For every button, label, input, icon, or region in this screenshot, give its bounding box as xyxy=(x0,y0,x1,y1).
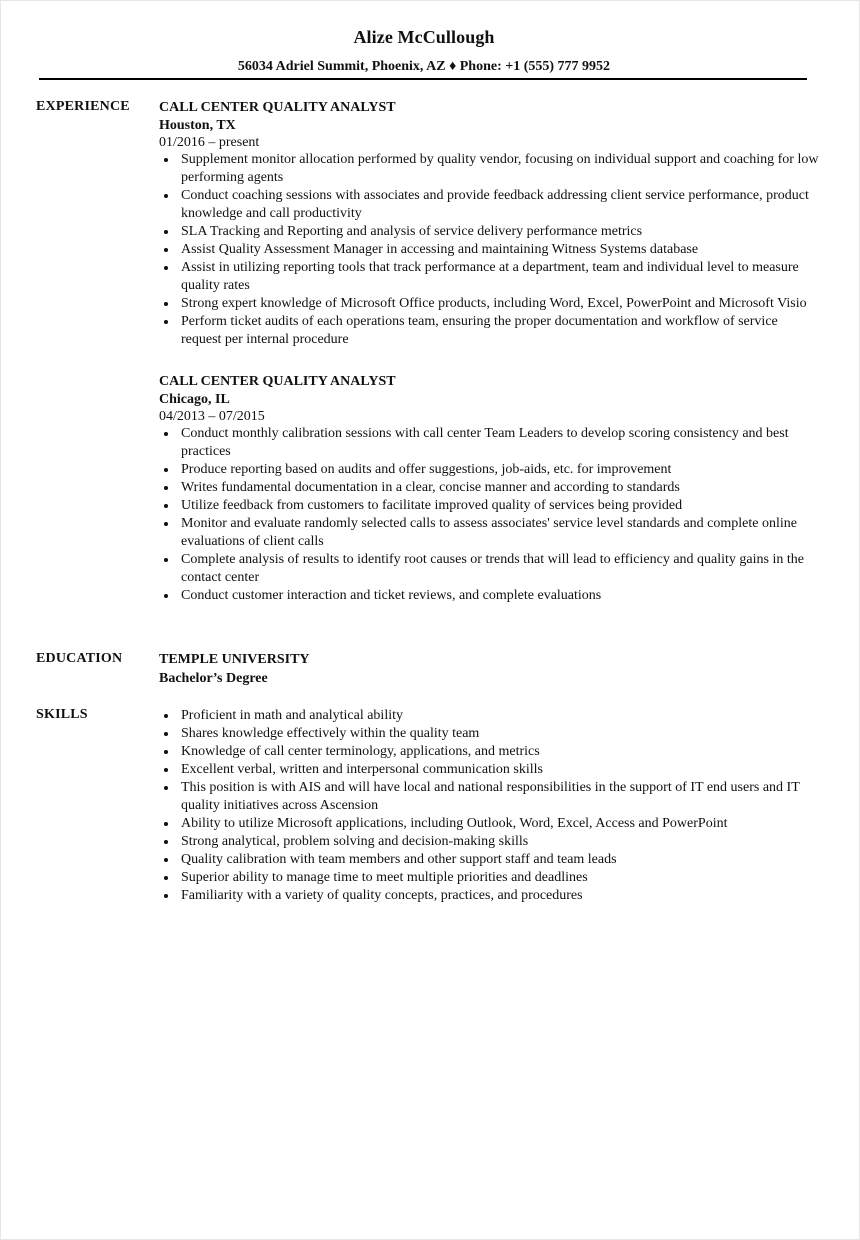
bullet-icon xyxy=(164,302,168,306)
skill-item xyxy=(159,869,819,887)
bullet-item xyxy=(159,461,819,479)
job-title: CALL CENTER QUALITY ANALYST xyxy=(159,374,396,389)
education-entry xyxy=(159,651,819,689)
skill-text: Superior ability to manage time to meet multiple priorities and deadlines xyxy=(181,870,588,885)
skills-list-wrap xyxy=(159,707,819,905)
bullet-icon xyxy=(164,158,168,162)
job-bullets xyxy=(159,425,819,605)
bullet-text: Assist Quality Assessment Manager in accessing and maintaining Witness Systems database xyxy=(181,242,699,257)
experience-list xyxy=(159,99,819,605)
skill-text: Knowledge of call center terminology, applications, and metrics xyxy=(181,744,540,759)
bullet-item xyxy=(159,223,819,241)
bullet-text: Conduct customer interaction and ticket reviews, and complete evaluations xyxy=(181,588,602,603)
bullet-item xyxy=(159,295,819,313)
bullet-item xyxy=(159,259,819,295)
bullet-item xyxy=(159,587,819,605)
bullet-icon xyxy=(164,504,168,508)
degree: Bachelor’s Degree xyxy=(159,671,268,686)
bullet-icon xyxy=(164,194,168,198)
header-divider xyxy=(39,78,807,80)
job-bullets xyxy=(159,151,819,349)
skill-text: Proficient in math and analytical ability xyxy=(181,708,403,723)
bullet-icon xyxy=(164,594,168,598)
skill-item xyxy=(159,761,819,779)
bullet-icon xyxy=(164,876,168,880)
bullet-text: Produce reporting based on audits and offer suggestions, job-aids, etc. for improvement xyxy=(181,462,672,477)
bullet-text: Assist in utilizing reporting tools that track performance at a department, team and individual level to measure quality rates xyxy=(181,260,799,293)
bullet-icon xyxy=(164,840,168,844)
bullet-text: Complete analysis of results to identify root causes or trends that will lead to efficiency and quality gains in the contact center xyxy=(181,552,804,585)
skill-item xyxy=(159,779,819,815)
section-label-skills: SKILLS xyxy=(36,707,88,722)
bullet-icon xyxy=(164,714,168,718)
skill-text: Excellent verbal, written and interpersonal communication skills xyxy=(181,762,543,777)
bullet-icon xyxy=(164,750,168,754)
bullet-text: Supplement monitor allocation performed by quality vendor, focusing on individual support and coaching for low performing agents xyxy=(181,152,819,185)
skill-text: Quality calibration with team members and other support staff and team leads xyxy=(181,852,617,867)
bullet-text: Writes fundamental documentation in a clear, concise manner and according to standards xyxy=(181,480,680,495)
bullet-icon xyxy=(164,822,168,826)
bullet-item xyxy=(159,151,819,187)
job-dates: 01/2016 – present xyxy=(159,135,260,150)
section-label-experience: EXPERIENCE xyxy=(36,99,130,114)
bullet-icon xyxy=(164,486,168,490)
skill-item xyxy=(159,725,819,743)
bullet-item xyxy=(159,515,819,551)
bullet-text: Conduct monthly calibration sessions with call center Team Leaders to develop scoring consistency and best practices xyxy=(181,426,789,459)
skill-text: Shares knowledge effectively within the quality team xyxy=(181,726,480,741)
school-name: TEMPLE UNIVERSITY xyxy=(159,652,310,667)
skill-text: Familiarity with a variety of quality concepts, practices, and procedures xyxy=(181,888,583,903)
skill-item xyxy=(159,887,819,905)
job-location: Houston, TX xyxy=(159,118,236,133)
skill-text: Strong analytical, problem solving and decision-making skills xyxy=(181,834,529,849)
bullet-icon xyxy=(164,320,168,324)
bullet-icon xyxy=(164,230,168,234)
bullet-item xyxy=(159,187,819,223)
skill-item xyxy=(159,851,819,869)
bullet-item xyxy=(159,425,819,461)
bullet-text: Perform ticket audits of each operations team, ensuring the proper documentation and workflow of service request per internal procedure xyxy=(181,314,778,347)
skill-item xyxy=(159,833,819,851)
bullet-icon xyxy=(164,858,168,862)
skill-item xyxy=(159,707,819,725)
bullet-item xyxy=(159,479,819,497)
candidate-name: Alize McCullough xyxy=(353,27,495,47)
job-location: Chicago, IL xyxy=(159,392,230,407)
bullet-icon xyxy=(164,248,168,252)
contact-line: 56034 Adriel Summit, Phoenix, AZ ♦ Phone: +1 (555) 777 9952 xyxy=(237,59,611,74)
skill-item xyxy=(159,743,819,761)
bullet-icon xyxy=(164,768,168,772)
bullet-item xyxy=(159,551,819,587)
job-entry xyxy=(159,373,819,605)
bullet-item xyxy=(159,497,819,515)
bullet-icon xyxy=(164,522,168,526)
section-label-education: EDUCATION xyxy=(36,651,123,666)
bullet-icon xyxy=(164,732,168,736)
bullet-text: Monitor and evaluate randomly selected calls to assess associates' service level standards and complete online evaluations of client calls xyxy=(181,516,797,549)
bullet-item xyxy=(159,313,819,349)
bullet-icon xyxy=(164,894,168,898)
job-title: CALL CENTER QUALITY ANALYST xyxy=(159,100,396,115)
bullet-icon xyxy=(164,786,168,790)
bullet-icon xyxy=(164,266,168,270)
bullet-icon xyxy=(164,432,168,436)
bullet-text: SLA Tracking and Reporting and analysis of service delivery performance metrics xyxy=(181,224,643,239)
job-entry xyxy=(159,99,819,349)
skill-text: Ability to utilize Microsoft applications, including Outlook, Word, Excel, Access and PowerPoint xyxy=(181,816,728,831)
bullet-icon xyxy=(164,468,168,472)
bullet-text: Utilize feedback from customers to facilitate improved quality of services being provided xyxy=(181,498,683,513)
bullet-text: Strong expert knowledge of Microsoft Office products, including Word, Excel, PowerPoint and Microsoft Visio xyxy=(181,296,807,311)
bullet-item xyxy=(159,241,819,259)
skills-list xyxy=(159,707,819,905)
bullet-icon xyxy=(164,558,168,562)
job-dates: 04/2013 – 07/2015 xyxy=(159,409,265,424)
skill-text: This position is with AIS and will have local and national responsibilities in the support of IT end users and IT quality initiatives across Ascension xyxy=(181,780,800,813)
skill-item xyxy=(159,815,819,833)
bullet-text: Conduct coaching sessions with associates and provide feedback addressing client service performance, product knowledge and call productivity xyxy=(181,188,809,221)
